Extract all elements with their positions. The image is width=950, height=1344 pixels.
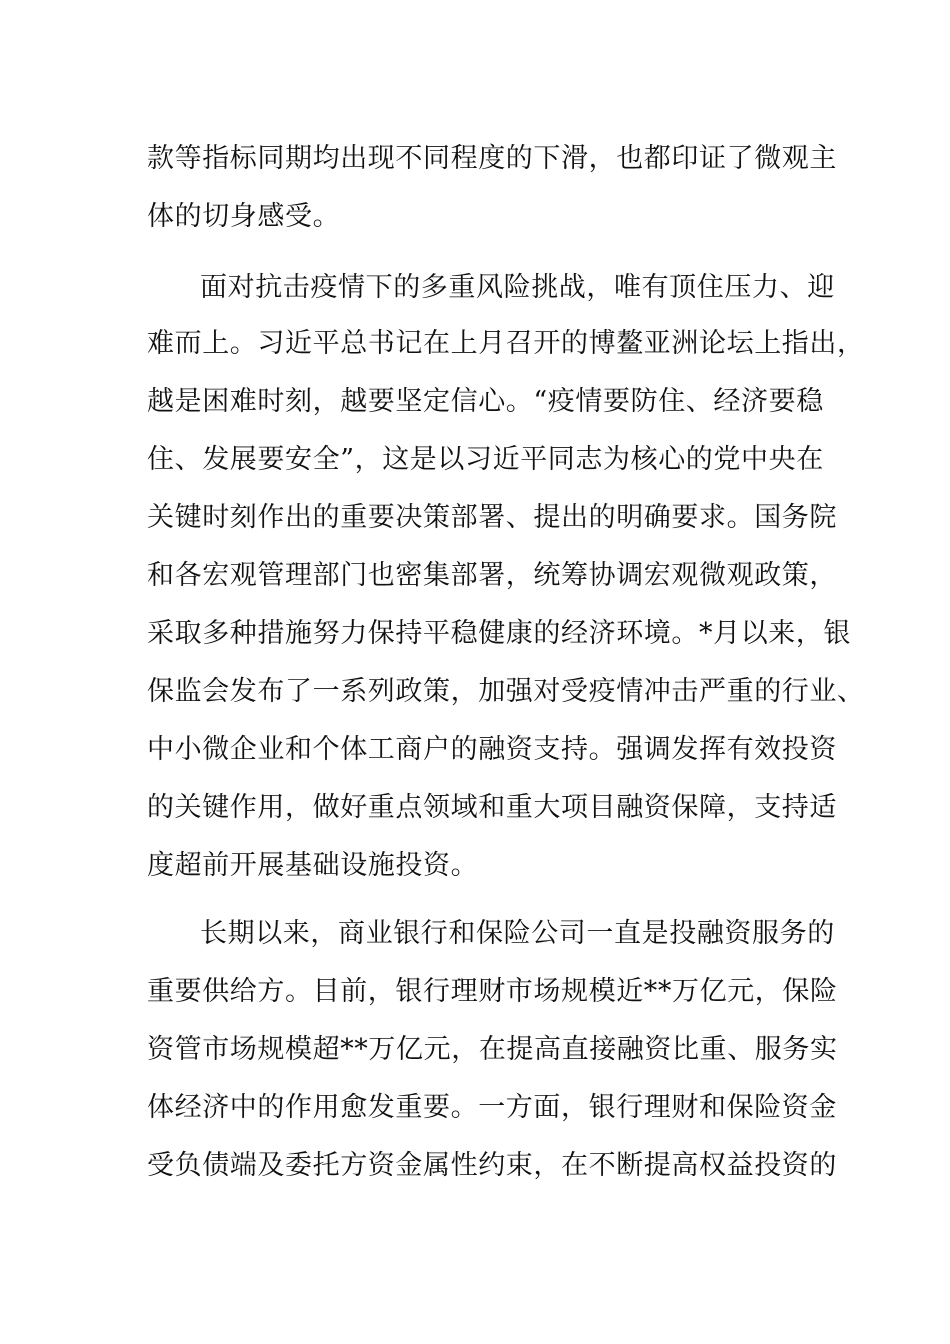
text-line: 的关键作用，做好重点领域和重大项目融资保障，支持适 [147, 792, 837, 823]
text-line: 重要供给方。目前，银行理财市场规模近**万亿元，保险 [147, 976, 838, 1007]
paragraph-first-line: 长期以来，商业银行和保险公司一直是投融资服务的 [200, 918, 835, 949]
text-line: 住、发展要安全”，这是以习近平同志为核心的党中央在 [147, 444, 824, 475]
text-line: 受负债端及委托方资金属性约束，在不断提高权益投资的 [147, 1150, 837, 1181]
text-line: 难而上。习近平总书记在上月召开的博鳌亚洲论坛上指出， [147, 328, 865, 359]
text-line: 体经济中的作用愈发重要。一方面，银行理财和保险资金 [147, 1092, 837, 1123]
text-line: 度超前开展基础设施投资。 [147, 850, 479, 881]
text-line: 款等指标同期均出现不同程度的下滑，也都印证了微观主 [147, 143, 837, 174]
text-line: 和各宏观管理部门也密集部署，统筹协调宏观微观政策， [147, 560, 837, 591]
text-line: 体的切身感受。 [147, 201, 341, 232]
text-line: 资管市场规模超**万亿元，在提高直接融资比重、服务实 [147, 1034, 838, 1065]
text-line: 关键时刻作出的重要决策部署、提出的明确要求。国务院 [147, 502, 837, 533]
paragraph-first-line: 面对抗击疫情下的多重风险挑战，唯有顶住压力、迎 [200, 272, 835, 303]
text-line: 采取多种措施努力保持平稳健康的经济环境。*月以来，银 [147, 618, 852, 649]
text-line: 中小微企业和个体工商户的融资支持。强调发挥有效投资 [147, 734, 837, 765]
text-line: 越是困难时刻，越要坚定信心。“疫情要防住、经济要稳 [147, 386, 824, 417]
text-line: 保监会发布了一系列政策，加强对受疫情冲击严重的行业、 [147, 676, 865, 707]
